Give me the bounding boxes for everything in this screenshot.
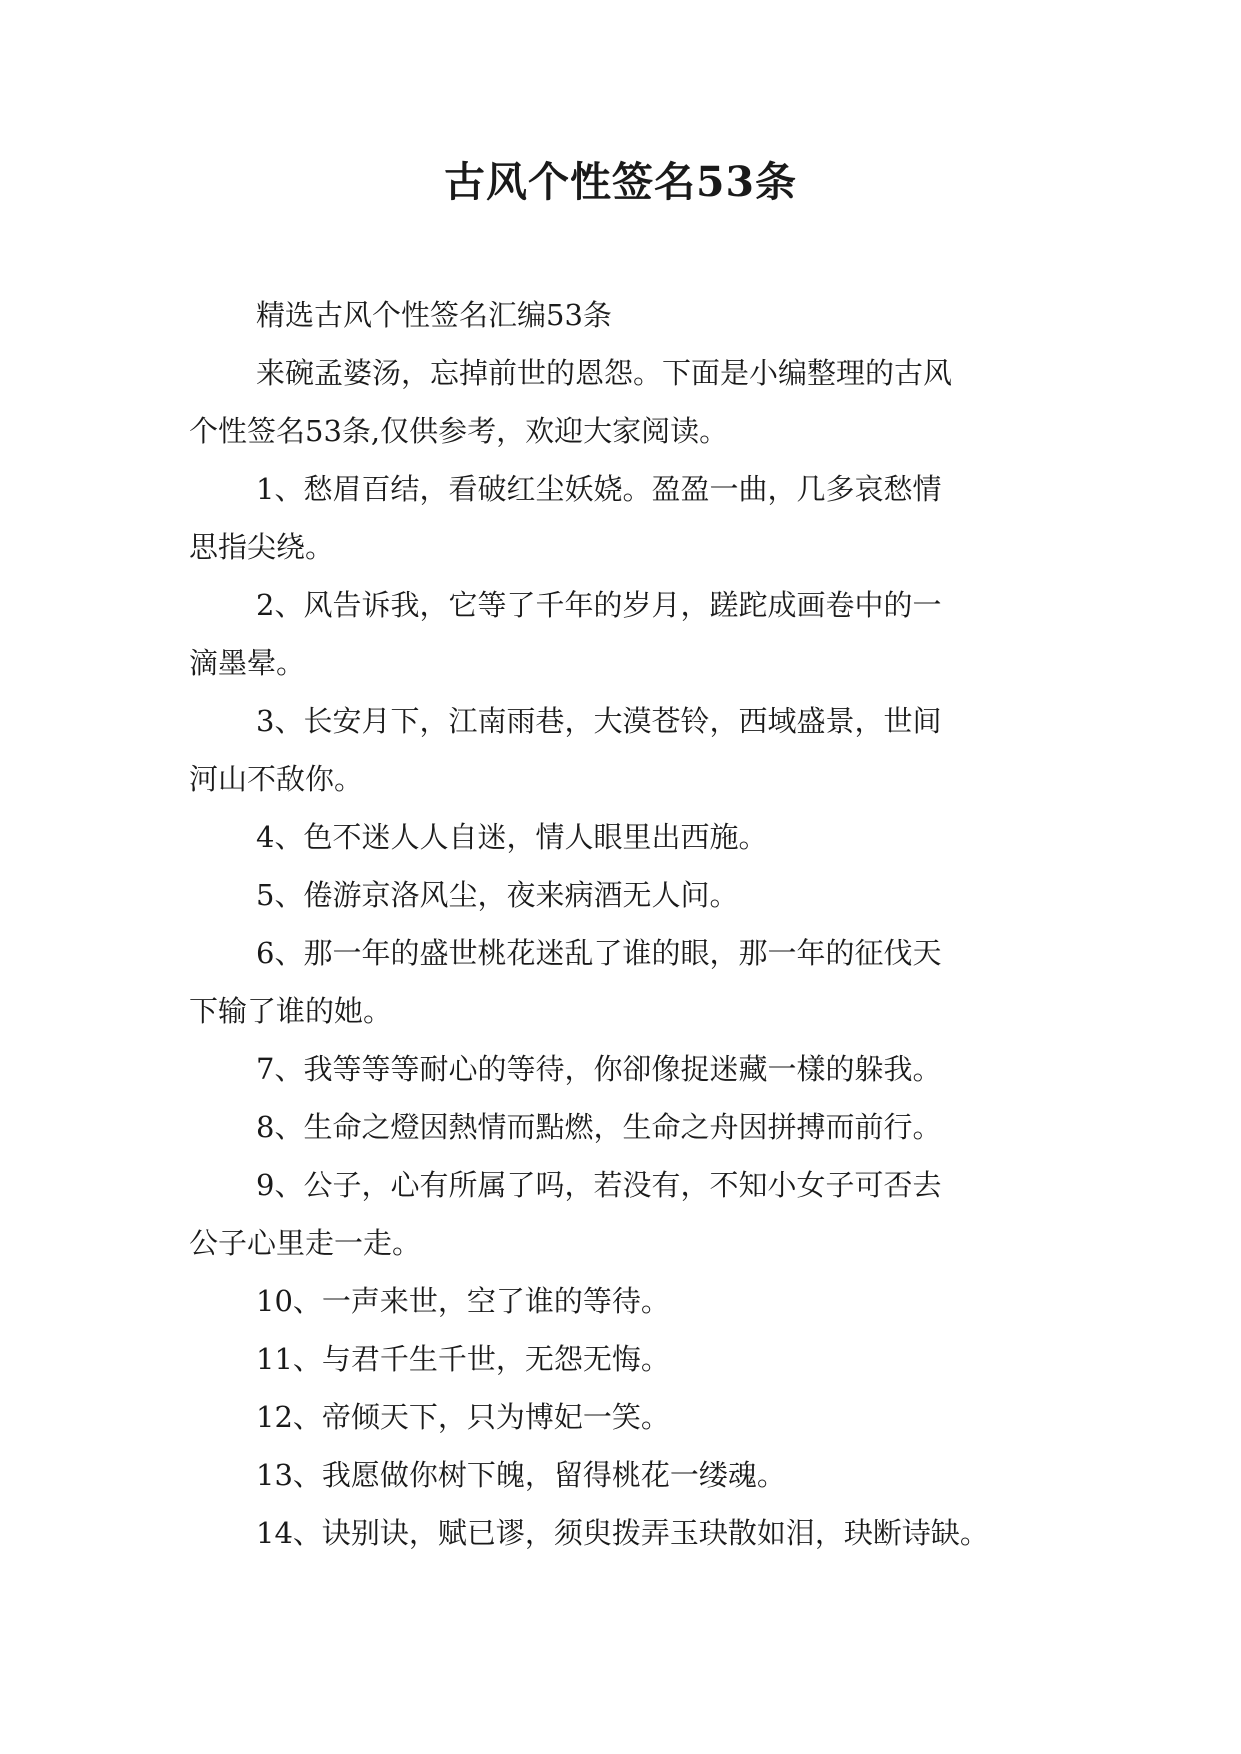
paragraph-line: 个性签名53条,仅供参考，欢迎大家阅读。	[189, 414, 729, 448]
paragraph-line: 8、生命之燈因熱情而點燃，生命之舟因拼搏而前行。	[256, 1110, 942, 1144]
paragraph	[189, 286, 1059, 344]
paragraph-line: 来碗孟婆汤，忘掉前世的恩怨。下面是小编整理的古风	[256, 356, 953, 390]
paragraph	[189, 1330, 1059, 1388]
paragraph	[189, 1156, 1059, 1272]
paragraph-line: 10、一声来世，空了谁的等待。	[256, 1284, 670, 1318]
paragraph	[189, 692, 1059, 808]
paragraph-line: 5、倦游京洛风尘，夜来病酒无人问。	[256, 878, 739, 912]
paragraph	[189, 1272, 1059, 1330]
paragraph-line: 14、诀别诀，赋已谬，须臾拨弄玉玦散如泪，玦断诗缺。	[256, 1516, 989, 1550]
paragraph-line: 4、色不迷人人自迷，情人眼里出西施。	[256, 820, 768, 854]
paragraph	[189, 576, 1059, 692]
paragraph	[189, 1388, 1059, 1446]
paragraph	[189, 924, 1059, 1040]
paragraph	[189, 808, 1059, 866]
paragraph-line: 11、与君千生千世，无怨无悔。	[256, 1342, 670, 1376]
paragraph-line: 6、那一年的盛世桃花迷乱了谁的眼，那一年的征伐天	[256, 936, 942, 970]
paragraph-line: 思指尖绕。	[189, 530, 335, 564]
paragraph-line: 滴墨晕。	[189, 646, 306, 680]
paragraph-line: 13、我愿做你树下魄，留得桃花一缕魂。	[256, 1458, 786, 1492]
document-body	[189, 286, 1059, 1562]
paragraph-line: 1、愁眉百结，看破红尘妖娆。盈盈一曲，几多哀愁情	[256, 472, 942, 506]
paragraph	[189, 1040, 1059, 1098]
paragraph-line: 2、风告诉我，它等了千年的岁月，蹉跎成画卷中的一	[256, 588, 942, 622]
paragraph-line: 3、长安月下，江南雨巷，大漠苍铃，西域盛景，世间	[256, 704, 942, 738]
paragraph-line: 精选古风个性签名汇编53条	[256, 298, 612, 332]
paragraph	[189, 1098, 1059, 1156]
document-title: 古风个性签名53条	[443, 158, 798, 206]
paragraph	[189, 460, 1059, 576]
paragraph	[189, 344, 1059, 460]
paragraph-line: 公子心里走一走。	[189, 1226, 422, 1260]
paragraph-line: 下输了谁的她。	[189, 994, 393, 1028]
paragraph	[189, 866, 1059, 924]
paragraph	[189, 1446, 1059, 1504]
paragraph-line: 12、帝倾天下，只为博妃一笑。	[256, 1400, 670, 1434]
paragraph-line: 河山不敌你。	[189, 762, 364, 796]
paragraph-line: 7、我等等等耐心的等待，你卻像捉迷藏一樣的躲我。	[256, 1052, 942, 1086]
paragraph-line: 9、公子，心有所属了吗，若没有，不知小女子可否去	[256, 1168, 942, 1202]
paragraph	[189, 1504, 1059, 1562]
